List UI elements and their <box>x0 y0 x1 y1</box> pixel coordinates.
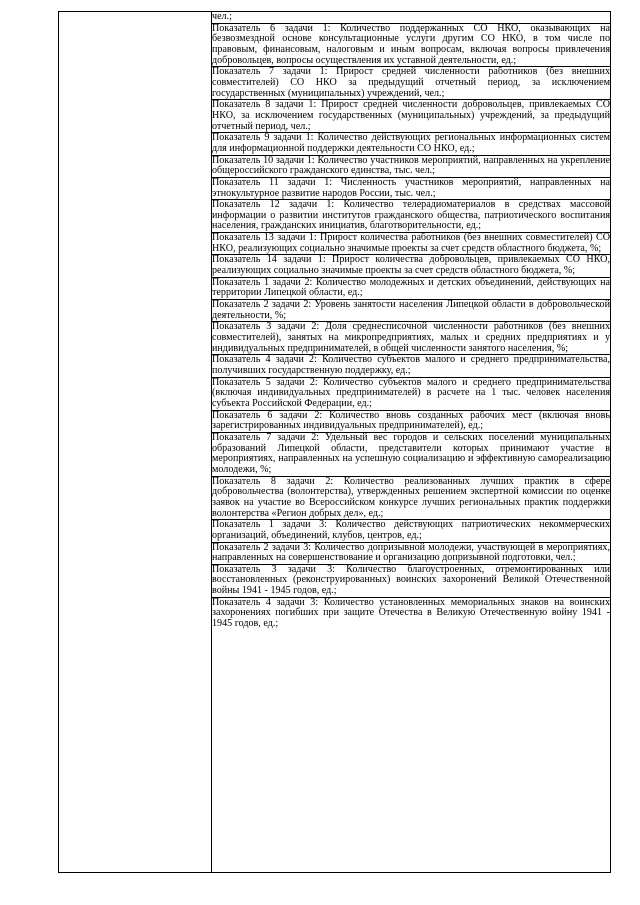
indicator-entry: Показатель 5 задачи 2: Количество субъектов малого и среднего предпринимательства (включая индивидуальных предпринимателей) в расчете на 1 тыс. человек населения субъекта Российской Федерации, ед.; <box>212 376 610 409</box>
table-row <box>59 12 611 873</box>
indicator-entry: Показатель 2 задачи 2: Уровень занятости населения Липецкой области в добровольческой деятельности, %; <box>212 299 610 321</box>
indicator-entry: Показатель 6 задачи 1: Количество поддержанных СО НКО, оказывающих на безвозмездной основе консультационные услуги другим СО НКО, в том числе по правовым, финансовым, налоговым и иным вопросам, включая вопросы привлечения добровольцев, вопросы осуществления их уставной деятельности, ед.; <box>212 22 610 66</box>
indicator-entry: Показатель 1 задачи 3: Количество действующих патриотических некоммерческих организаций, объединений, клубов, центров, ед.; <box>212 519 610 541</box>
indicator-entry: Показатель 7 задачи 2: Удельный вес городов и сельских поселений муниципальных образований Липецкой области, представители которых принимают участие в мероприятиях, направленных на успешную социализацию и эффективную самореализацию молодежи, %; <box>212 431 610 475</box>
indicator-entry: Показатель 4 задачи 2: Количество субъектов малого и среднего предпринимательства, получивших государственную поддержку, ед.; <box>212 354 610 376</box>
indicator-entry: Показатель 7 задачи 1: Прирост средней численности работников (без внешних совместителей) СО НКО за предыдущий отчетный период, за исключением государственных (муниципальных) учреждений, чел.; <box>212 66 610 99</box>
indicator-entry: Показатель 2 задачи 3: Количество допризывной молодежи, участвующей в мероприятиях, направленных на совершенствование и организацию допризывной подготовки, чел.; <box>212 541 610 564</box>
indicator-entry: Показатель 3 задачи 2: Доля среднесписочной численности работников (без внешних совместителей), занятых на микропредприятиях, малых и средних предприятиях и у индивидуальных предпринимателей, в общей численности занятого населения, %; <box>212 321 610 354</box>
indicator-entry: Показатель 6 задачи 2: Количество вновь созданных рабочих мест (включая вновь зарегистрированных индивидуальных предпринимателей), ед.; <box>212 409 610 432</box>
indicator-entry: Показатель 12 задачи 1: Количество телерадиоматериалов в средствах массовой информации о развитии институтов гражданского общества, патриотического воспитания населения, гражданских инициатив, благотворительности, ед.; <box>212 199 610 232</box>
indicator-entry: чел.; <box>212 11 232 22</box>
empty-left-cell <box>59 12 212 873</box>
indicator-entry: Показатель 8 задачи 1: Прирост средней численности добровольцев, привлекаемых СО НКО, за исключением государственных (муниципальных) учреждений, за предыдущий отчетный период, чел.; <box>212 99 610 132</box>
indicator-entry: Показатель 11 задачи 1: Численность участников мероприятий, направленных на этнокультурное развитие народов России, тыс. чел.; <box>212 176 610 199</box>
indicators-cell <box>212 12 611 873</box>
indicator-entry: Показатель 4 задачи 3: Количество установленных мемориальных знаков на воинских захоронениях погибших при защите Отечества в Великую Отечественную войну 1941 - 1945 годов, ед.; <box>212 596 610 630</box>
indicators-table <box>58 11 611 873</box>
indicator-entry: Показатель 14 задачи 1: Прирост количества добровольцев, привлекаемых СО НКО, реализующих социально значимые проекты за счет средств областного бюджета, %; <box>212 254 610 277</box>
indicator-entry: Показатель 13 задачи 1: Прирост количества работников (без внешних совместителей) СО НКО, реализующих социально значимые проекты за счет средств областного бюджета, %; <box>212 232 610 254</box>
indicator-entry: Показатель 10 задачи 1: Количество участников мероприятий, направленных на укрепление общероссийского гражданского единства, тыс. чел.; <box>212 154 610 177</box>
indicator-entry: Показатель 9 задачи 1: Количество действующих региональных информационных систем для информационной поддержки деятельности СО НКО, ед.; <box>212 132 610 154</box>
indicator-entry: Показатель 8 задачи 2: Количество реализованных лучших практик в сфере добровольчества (волонтерства), утвержденных решением экспертной комиссии по оценке заявок на участие во Всероссийском конкурсе лучших региональных практик поддержки волонтерства «Регион добрых дел», ед.; <box>212 475 610 519</box>
indicator-entry: Показатель 3 задачи 3: Количество благоустроенных, отремонтированных или восстановленных (реконструированных) воинских захоронений Великой Отечественной войны 1941 - 1945 годов, ед.; <box>212 563 610 597</box>
indicator-entry: Показатель 1 задачи 2: Количество молодежных и детских объединений, действующих на территории Липецкой области, ед.; <box>212 276 610 299</box>
